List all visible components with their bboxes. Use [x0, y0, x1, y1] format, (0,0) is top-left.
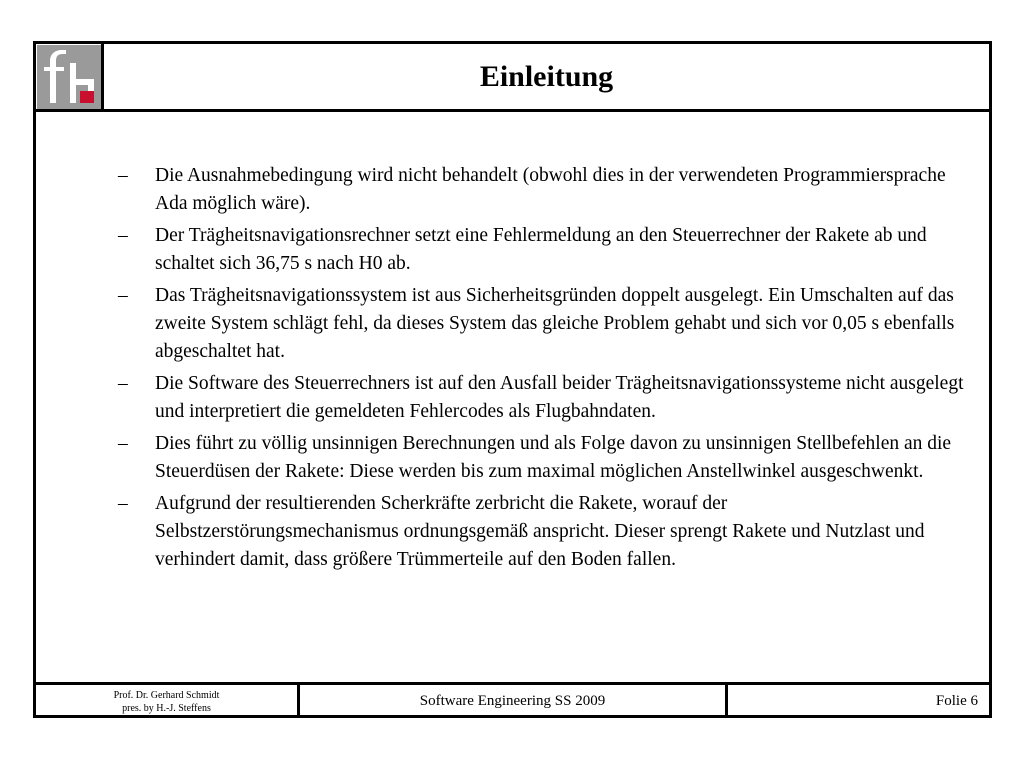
list-item-text: Dies führt zu völlig unsinnigen Berechnungen und als Folge davon zu unsinnigen Stellbefehlen an die Steuerdüsen der Rakete: Diese werden bis zum maximal möglichen Anstellwinkel ausgeschwenkt.	[155, 433, 952, 482]
list-item-text: Die Software des Steuerrechners ist auf den Ausfall beider Trägheitsnavigationssysteme nicht ausgelegt und interpretiert die gemeldeten Fehlercodes als Flugbahndaten.	[155, 373, 964, 422]
footer-author-line2: pres. by H.-J. Steffens	[122, 702, 211, 714]
footer-course: Software Engineering SS 2009	[300, 685, 728, 718]
slide-content	[36, 112, 989, 682]
bullet-dash: –	[118, 373, 128, 394]
footer-slide-number: Folie 6	[935, 693, 978, 709]
page-title: Einleitung	[479, 59, 614, 93]
list-item-text: Der Trägheitsnavigationsrechner setzt eine Fehlermeldung an den Steuerrechner der Rakete ab und schaltet sich 36,75 s nach H0 ab.	[155, 225, 927, 274]
list-item-text: Die Ausnahmebedingung wird nicht behandelt (obwohl dies in der verwendeten Programmiersprache Ada möglich wäre).	[155, 165, 946, 214]
list-item	[118, 282, 968, 366]
bullet-dash: –	[118, 285, 128, 306]
list-item	[118, 370, 968, 426]
logo	[36, 44, 104, 109]
bullet-dash: –	[118, 225, 128, 246]
bullet-dash: –	[118, 433, 128, 454]
slide-footer	[36, 682, 989, 718]
list-item-text: Aufgrund der resultierenden Scherkräfte zerbricht die Rakete, worauf der Selbstzerstörungsmechanismus ordnungsgemäß anspricht. Dieser sprengt Rakete und Nutzlast und verhindert damit, dass größere Trümmerteile auf den Boden fallen.	[155, 493, 925, 570]
bullet-dash: –	[118, 493, 128, 514]
list-item-text: Das Trägheitsnavigationssystem ist aus Sicherheitsgründen doppelt ausgelegt. Ein Umschalten auf das zweite System schlägt fehl, da dieses System das gleiche Problem gehabt und sich vor 0,05 s ebenfalls abgeschaltet hat.	[155, 285, 955, 362]
list-item	[118, 490, 968, 574]
list-item	[118, 222, 968, 278]
bullet-list	[118, 162, 968, 578]
list-item	[118, 430, 968, 486]
footer-author	[36, 685, 300, 718]
bullet-dash: –	[118, 165, 128, 186]
slide-header	[36, 44, 989, 112]
fh-logo-icon	[37, 45, 101, 109]
footer-author-line1: Prof. Dr. Gerhard Schmidt	[113, 689, 220, 701]
list-item	[118, 162, 968, 218]
slide-frame	[33, 41, 992, 718]
